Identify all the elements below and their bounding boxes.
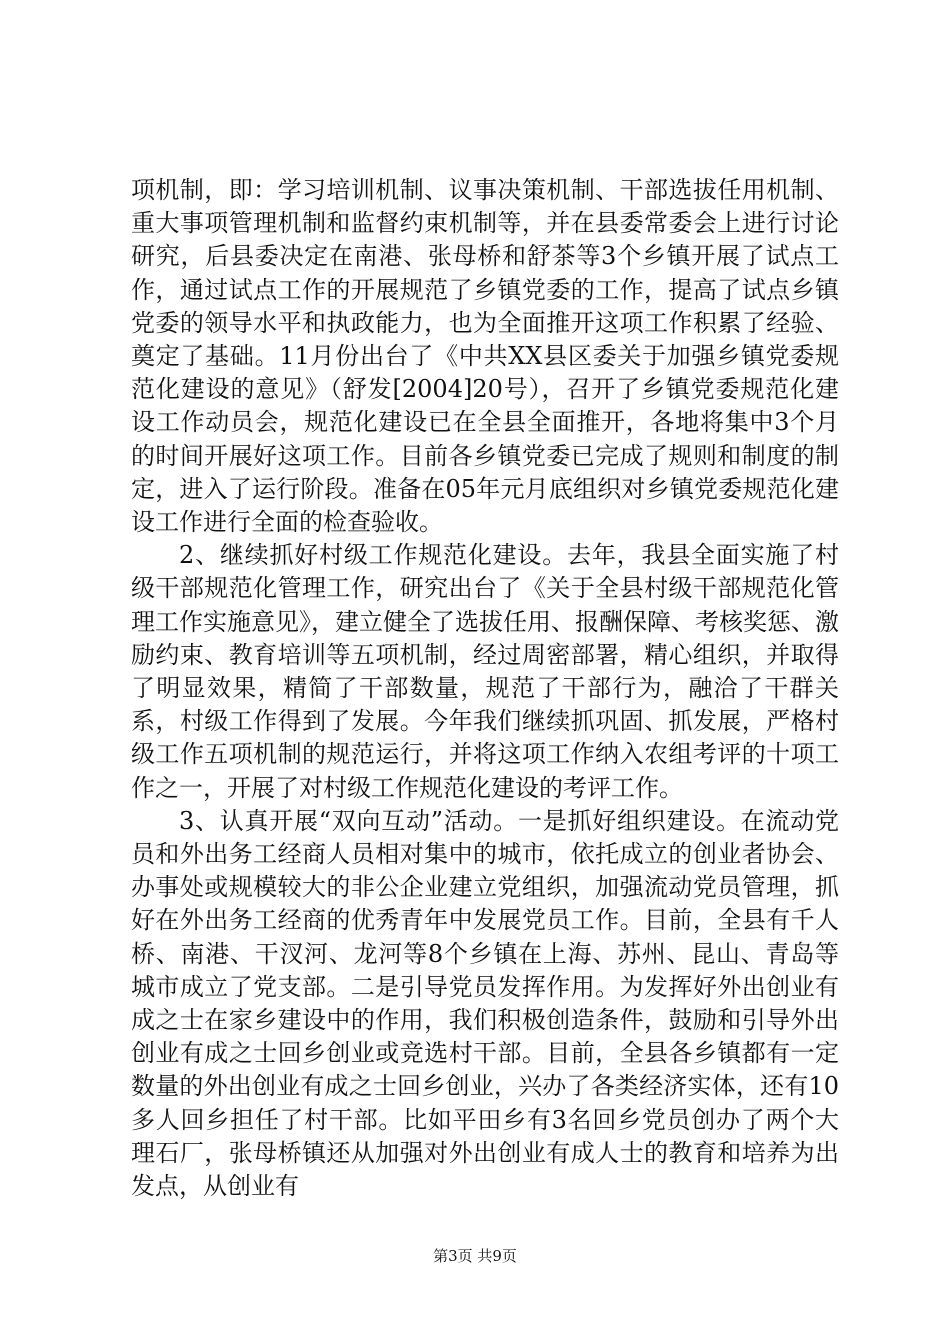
paragraph-2: 2、继续抓好村级工作规范化建设。去年，我县全面实施了村级干部规范化管理工作，研究出台了《关于全县村级干部规范化管理工作实施意见》，建立健全了选拔任用、报酬保障、考核奖惩、激励约束、教育培训等五项机制，经过周密部署，精心组织，并取得了明显效果，精简了干部数量，规范了干部行为，融洽了干群关系，村级工作得到了发展。今年我们继续抓巩固、抓发展，严格村级工作五项机制的规范运行，并将这项工作纳入农组考评的十项工作之一，开展了对村级工作规范化建设的考评工作。: [131, 541, 839, 802]
document-body: [131, 174, 839, 1203]
page-footer: 第3页 共9页: [433, 1247, 517, 1265]
paragraph-1: 项机制，即：学习培训机制、议事决策机制、干部选拔任用机制、重大事项管理机制和监督约束机制等，并在县委常委会上进行讨论研究，后县委决定在南港、张母桥和舒茶等3个乡镇开展了试点工作，通过试点工作的开展规范了乡镇党委的工作，提高了试点乡镇党委的领导水平和执政能力，也为全面推开这项工作积累了经验、奠定了基础。11月份出台了《中共XX县区委关于加强乡镇党委规范化建设的意见》（舒发[2004]20号），召开了乡镇党委规范化建设工作动员会，规范化建设已在全县全面推开，各地将集中3个月的时间开展好这项工作。目前各乡镇党委已完成了规则和制度的制定，进入了运行阶段。准备在05年元月底组织对乡镇党委规范化建设工作进行全面的检查验收。: [131, 176, 839, 537]
paragraph-3: 3、认真开展“双向互动”活动。一是抓好组织建设。在流动党员和外出务工经商人员相对集中的城市，依托成立的创业者协会、办事处或规模较大的非公企业建立党组织，加强流动党员管理，抓好在外出务工经商的优秀青年中发展党员工作。目前，全县有千人桥、南港、干汊河、龙河等8个乡镇在上海、苏州、昆山、青岛等城市成立了党支部。二是引导党员发挥作用。为发挥好外出创业有成之士在家乡建设中的作用，我们积极创造条件，鼓励和引导外出创业有成之士回乡创业或竞选村干部。目前，全县各乡镇都有一定数量的外出创业有成之士回乡创业，兴办了各类经济实体，还有10多人回乡担任了村干部。比如平田乡有3名回乡党员创办了两个大理石厂，张母桥镇还从加强对外出创业有成人士的教育和培养为出发点，从创业有: [131, 806, 839, 1201]
